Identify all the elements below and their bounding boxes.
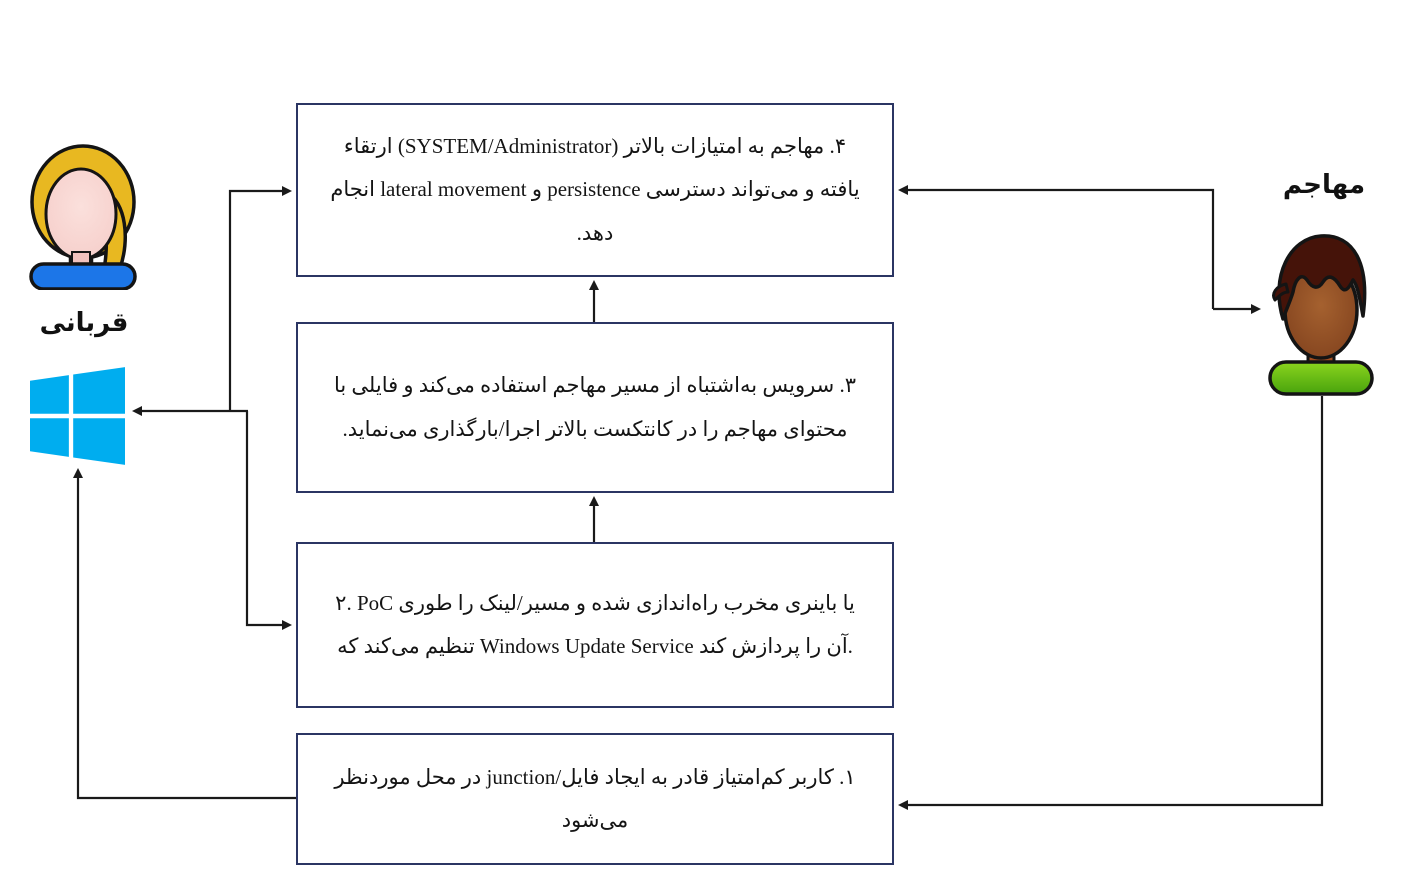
attacker-avatar-icon [1266,222,1376,396]
victim-avatar-icon [26,140,140,290]
arrow-attacker-to-step1 [906,396,1322,805]
step-2-text: ۲. PoC یا باینری مخرب راه‌اندازی شده و مسیر/لینک را طوری تنظیم می‌کند که Windows Update Service آن را پردازش کند. [335,590,855,658]
arrow-left-net-to-step2 [247,411,284,625]
attacker-label: مهاجم [1282,170,1366,199]
step-4-text: ۴. مهاجم به امتیازات بالاتر (SYSTEM/Administrator) ارتقاء یافته و می‌تواند دسترسی persistence و lateral movement انجام دهد. [330,134,860,245]
step-3-text: ۳. سرویس به‌اشتباه از مسیر مهاجم استفاده می‌کند و فایلی با محتوای مهاجم را در کانتکست بالاتر اجرا/بارگذاری می‌نماید. [333,373,857,441]
arrow-left-net-to-step4 [230,191,284,411]
victim-label: قربانی [39,308,129,337]
arrow-right-net-to-step4 [906,190,1213,309]
step-2-box [296,542,894,708]
step-1-text: ۱. کاربر کم‌امتیاز قادر به ایجاد فایل/junction در محل موردنظر می‌شود [334,764,856,832]
step-4-box [296,103,894,277]
arrow-step1-to-windows [78,476,296,798]
step-3-box [296,322,894,493]
windows-logo-icon [30,366,125,466]
step-1-box [296,733,894,865]
